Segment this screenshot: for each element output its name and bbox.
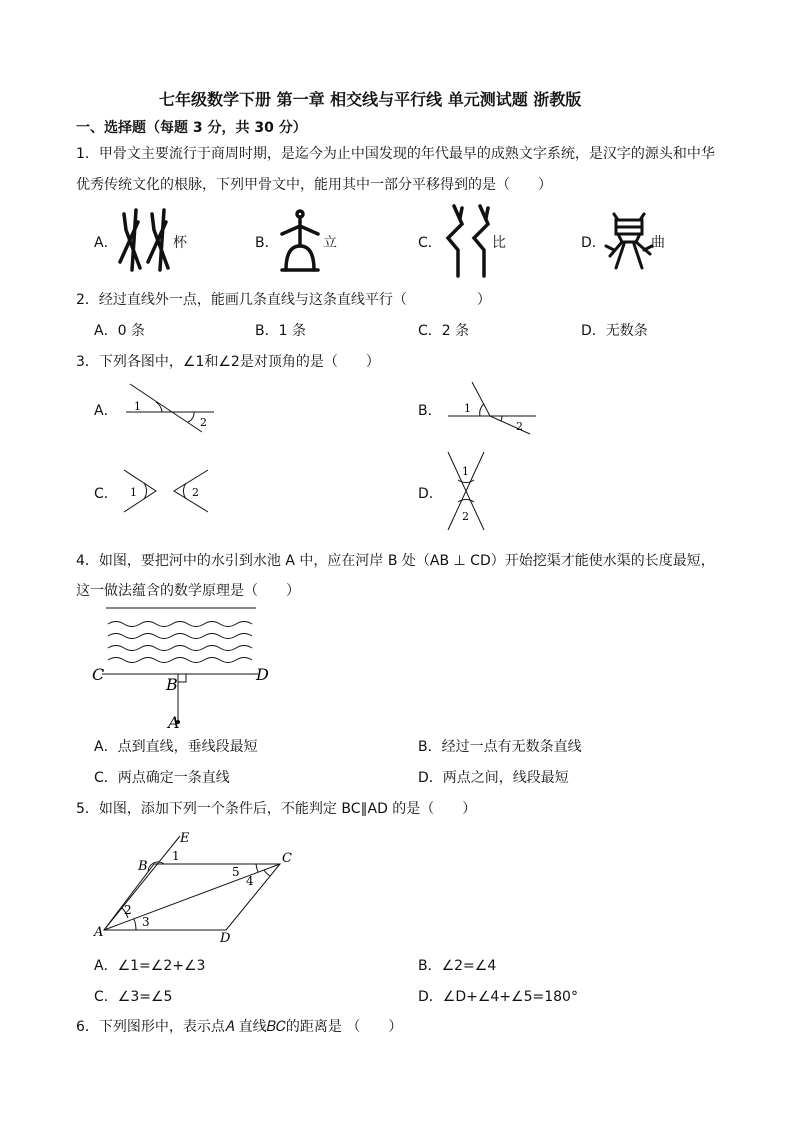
q3c-angle1-label: 1 <box>130 486 137 499</box>
q3b-angle2-label: 2 <box>516 420 523 433</box>
q3d-angle2-label: 2 <box>462 510 469 523</box>
q2-option-c[interactable]: C．2 条 <box>418 323 470 339</box>
q3-figure-a <box>120 380 220 434</box>
q2-stem: 2．经过直线外一点，能画几条直线与这条直线平行（ ） <box>76 292 491 308</box>
q4-label-c: C <box>92 665 105 684</box>
oracle-bi-glyph <box>442 204 498 278</box>
q1-stem-line1: 1．甲骨文主要流行于商周时期，是迄今为止中国发现的年代最早的成熟文字系统，是汉字的源头和中华 <box>76 146 715 162</box>
q5-label-b: B <box>138 859 148 874</box>
q5-angle3-label: 3 <box>142 915 150 929</box>
q1-stem-line2: 优秀传统文化的根脉，下列甲骨文中，能用其中一部分平移得到的是（ ） <box>76 177 552 193</box>
oracle-li-glyph <box>278 208 326 274</box>
q3-stem: 3．下列各图中，∠1和∠2是对顶角的是（ ） <box>76 354 380 370</box>
oracle-bei-glyph <box>118 208 178 274</box>
q4-option-a[interactable]: A．点到直线，垂线段最短 <box>94 739 258 755</box>
q3-figure-d <box>444 450 490 534</box>
q3a-angle1-label: 1 <box>134 400 141 413</box>
q1-option-c-char: 比 <box>492 235 506 251</box>
q5-stem: 5．如图，添加下列一个条件后，不能判定 BC∥AD 的是（ ） <box>76 801 477 817</box>
q1-option-b-key[interactable]: B． <box>255 235 279 251</box>
q5-option-a[interactable]: A．∠1=∠2+∠3 <box>94 958 206 974</box>
q4-option-d[interactable]: D．两点之间，线段最短 <box>418 770 569 786</box>
q5-label-c: C <box>282 851 292 866</box>
q3-figure-c <box>120 466 214 516</box>
q2-option-d[interactable]: D．无数条 <box>581 323 648 339</box>
q4-stem-line1: 4．如图，要把河中的水引到水池 A 中，应在河岸 B 处（AB ⊥ CD）开始挖渠才能使水渠的长度最短， <box>76 553 715 569</box>
q5-angle4-label: 4 <box>246 874 254 888</box>
q5-angle5-label: 5 <box>232 865 240 879</box>
q5-label-a: A <box>94 925 104 940</box>
q1-option-c-key[interactable]: C． <box>418 235 442 251</box>
q1-option-d-key[interactable]: D． <box>581 235 606 251</box>
q5-angle2-label: 2 <box>124 903 132 917</box>
q3-option-a[interactable]: A． <box>94 403 118 419</box>
q6-stem: 6．下列图形中，表示点𝐴 直线𝐵𝐶的距离是 （ ） <box>76 1019 403 1035</box>
q1-option-a-key[interactable]: A． <box>94 235 118 251</box>
q2-option-a[interactable]: A．0 条 <box>94 323 145 339</box>
q5-label-e: E <box>180 831 190 846</box>
q3-option-d[interactable]: D． <box>418 486 443 502</box>
q4-option-b[interactable]: B．经过一点有无数条直线 <box>418 739 582 755</box>
q4-label-a: A <box>168 713 180 732</box>
oracle-qu-glyph <box>604 210 654 274</box>
q3b-angle1-label: 1 <box>464 402 471 415</box>
q1-option-d-char: 曲 <box>651 235 665 251</box>
q5-option-d[interactable]: D．∠D+∠4+∠5=180° <box>418 989 578 1005</box>
q3a-angle2-label: 2 <box>200 416 207 429</box>
q1-option-b-char: 立 <box>323 235 337 251</box>
q5-angle1-label: 1 <box>172 849 180 863</box>
q4-label-b: B <box>166 675 178 694</box>
q5-parallelogram-figure <box>92 826 302 946</box>
q5-option-b[interactable]: B．∠2=∠4 <box>418 958 497 974</box>
q5-label-d: D <box>220 931 231 946</box>
page-title: 七年级数学下册 第一章 相交线与平行线 单元测试题 浙教版 <box>159 90 582 109</box>
q5-option-c[interactable]: C．∠3=∠5 <box>94 989 173 1005</box>
q3-option-c[interactable]: C． <box>94 486 118 502</box>
q3d-angle1-label: 1 <box>462 465 469 478</box>
section-heading: 一、选择题（每题 3 分，共 30 分） <box>76 120 307 136</box>
q4-river-figure <box>92 604 272 732</box>
q1-option-a-char: 杯 <box>173 235 187 251</box>
q3-option-b[interactable]: B． <box>418 403 442 419</box>
q2-option-b[interactable]: B．1 条 <box>255 323 306 339</box>
q4-stem-line2: 这一做法蕴含的数学原理是（ ） <box>76 583 300 599</box>
q4-label-d: D <box>256 665 269 684</box>
q3-figure-b <box>444 378 544 440</box>
q4-option-c[interactable]: C．两点确定一条直线 <box>94 770 230 786</box>
q3c-angle2-label: 2 <box>192 486 199 499</box>
